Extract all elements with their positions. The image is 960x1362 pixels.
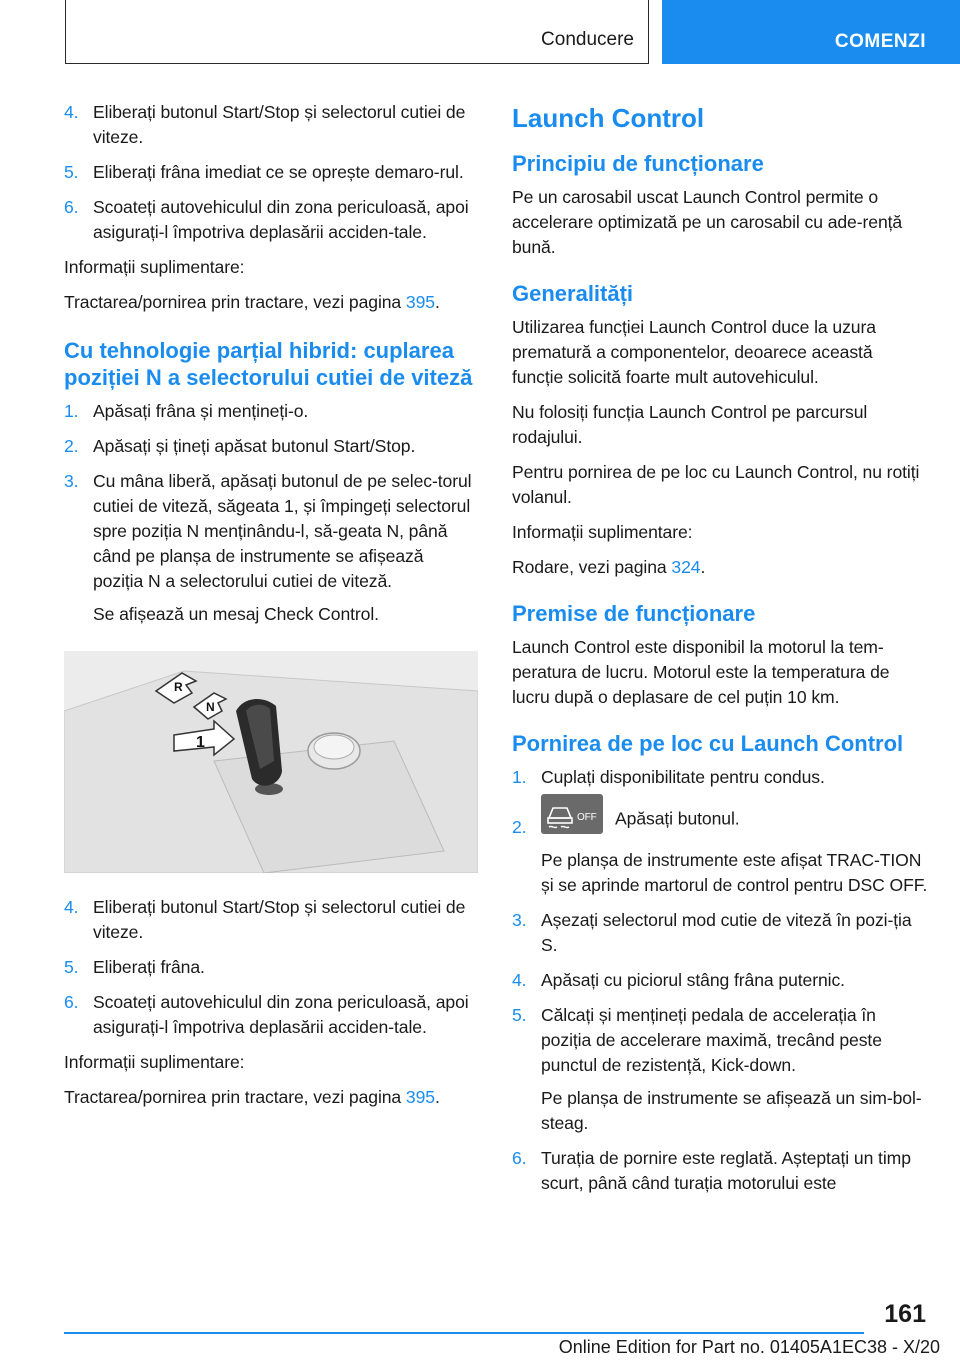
cross-reference: Tractarea/pornirea prin tractare, vezi pagina 395. xyxy=(64,1087,440,1107)
step-text: Apăsați frâna și mențineți-o. xyxy=(93,401,309,421)
step-number: 6. xyxy=(64,992,79,1012)
page-link[interactable]: 395 xyxy=(405,1087,435,1107)
step-number: 2. xyxy=(512,817,527,837)
reference-text: Tractarea/pornirea prin tractare, vezi pagina xyxy=(64,292,406,312)
list-item xyxy=(512,908,928,958)
step-number: 4. xyxy=(64,102,79,122)
step-number: 1. xyxy=(512,767,527,787)
step-number: 3. xyxy=(512,910,527,930)
heading-general: Generalități xyxy=(512,281,634,306)
step-text: Cu mâna liberă, apăsați butonul de pe selec-torul cutiei de viteză, săgeata 1, și împingeți selectorul spre poziția N menținându-l, să-geata N, până când pe planșa de instrumente se afișează poziția N a selectorului cutiei de viteză. xyxy=(93,471,472,591)
chapter-title: COMENZI xyxy=(834,31,926,52)
paragraph: Nu folosiți funcția Launch Control pe parcursul rodajului. xyxy=(512,402,868,447)
info-label: Informații suplimentare: xyxy=(512,522,693,542)
cross-reference: Tractarea/pornirea prin tractare, vezi pagina 395. xyxy=(64,292,440,312)
page-header xyxy=(0,0,960,64)
gear-selector-drawing xyxy=(64,651,478,873)
step-number: 6. xyxy=(64,197,79,217)
step-number: 4. xyxy=(512,970,527,990)
page-number: 161 xyxy=(884,1300,926,1328)
launch-steps-list xyxy=(512,765,928,1196)
step-text: Eliberați frâna imediat ce se oprește demaro-rul. xyxy=(93,162,464,182)
paragraph: Launch Control este disponibil la motorul la tem-peratura de lucru. Motorul este la temperatura de lucru după o deplasare de cel puțin 10 km. xyxy=(512,637,890,707)
arrow-label-1: 1 xyxy=(196,734,205,751)
list-item xyxy=(64,955,478,980)
cross-reference: Rodare, vezi pagina 324. xyxy=(512,557,706,577)
heading-principle: Principiu de funcționare xyxy=(512,151,764,176)
right-column xyxy=(512,100,928,1206)
steps-list-b xyxy=(64,399,478,627)
list-item xyxy=(512,1003,928,1078)
step-text: Scoateți autovehiculul din zona periculoasă, apoi asigurați-l împotriva deplasării acciden-tale. xyxy=(93,197,469,242)
steps-list-a xyxy=(64,100,478,245)
list-item xyxy=(512,1146,928,1196)
step-note: Se afișează un mesaj Check Control. xyxy=(93,604,379,624)
list-item xyxy=(64,195,478,245)
step-text: Așezați selectorul mod cutie de viteză în pozi-ția S. xyxy=(541,910,912,955)
step-text: Apăsați și țineți apăsat butonul Start/Stop. xyxy=(93,436,416,456)
step-text: Apăsați butonul. xyxy=(615,808,740,829)
edition-footer: Online Edition for Part no. 01405A1EC38 - X/20 xyxy=(558,1337,940,1357)
heading-premise: Premise de funcționare xyxy=(512,601,756,626)
list-item xyxy=(64,160,478,185)
step-text: Eliberați butonul Start/Stop și selectorul cutiei de viteze. xyxy=(93,897,466,942)
reference-text: Tractarea/pornirea prin tractare, vezi pagina xyxy=(64,1087,406,1107)
page-title: Launch Control xyxy=(512,103,705,133)
list-item xyxy=(512,765,928,790)
step-number: 2. xyxy=(64,436,79,456)
step-number: 6. xyxy=(512,1148,527,1168)
list-item xyxy=(64,469,478,594)
list-item xyxy=(512,968,928,993)
paragraph: Utilizarea funcției Launch Control duce la uzura prematură a componentelor, deoarece această funcție solicită foarte mult autovehiculul. xyxy=(512,317,876,387)
step-number: 5. xyxy=(64,957,79,977)
step-number: 1. xyxy=(64,401,79,421)
step-text: Eliberați butonul Start/Stop și selectorul cutiei de viteze. xyxy=(93,102,466,147)
page-link[interactable]: 395 xyxy=(405,292,435,312)
left-column xyxy=(64,100,478,1120)
step-number: 4. xyxy=(64,897,79,917)
chapter-tab xyxy=(662,0,960,64)
arrow-label-n: N xyxy=(206,700,215,714)
list-item xyxy=(512,800,928,840)
step-note: Pe planșa de instrumente se afișează un sim-bol-steag. xyxy=(541,1088,922,1133)
reference-text: Rodare, vezi pagina xyxy=(512,557,672,577)
page-link[interactable]: 324 xyxy=(671,557,701,577)
step-number: 5. xyxy=(64,162,79,182)
step-text: Eliberați frâna. xyxy=(93,957,205,977)
paragraph: Pe un carosabil uscat Launch Control permite o accelerare optimizată pe un carosabil cu ade-rență bună. xyxy=(512,187,903,257)
step-number: 3. xyxy=(64,471,79,491)
icon-off-label: OFF xyxy=(577,812,597,823)
list-item xyxy=(64,399,478,424)
step-text-with-icon xyxy=(541,800,928,840)
step-note: Pe planșa de instrumente este afișat TRAC-TION și se aprinde martorul de control pentru DSC OFF. xyxy=(541,850,928,895)
info-label: Informații suplimentare: xyxy=(64,1052,245,1072)
step-text: Cuplați disponibilitate pentru condus. xyxy=(541,767,825,787)
arrow-label-r: R xyxy=(174,680,183,694)
step-text: Turația de pornire este reglată. Așteptați un timp scurt, până când turația motorului este xyxy=(541,1148,911,1193)
list-item xyxy=(64,434,478,459)
dsc-off-button-icon xyxy=(541,794,603,834)
info-label: Informații suplimentare: xyxy=(64,257,245,277)
list-item xyxy=(64,100,478,150)
step-text: Scoateți autovehiculul din zona periculoasă, apoi asigurați-l împotriva deplasării acciden-tale. xyxy=(93,992,469,1037)
step-text: Călcați și mențineți pedala de accelerația în poziția de accelerare maximă, trecând peste punctul de rezistență, Kick-down. xyxy=(541,1005,882,1075)
section-header-box xyxy=(65,0,649,64)
step-number: 5. xyxy=(512,1005,527,1025)
list-item xyxy=(64,990,478,1040)
steps-list-c xyxy=(64,895,478,1040)
gear-selector-illustration xyxy=(64,651,478,873)
paragraph: Pentru pornirea de pe loc cu Launch Control, nu rotiți volanul. xyxy=(512,462,920,507)
step-text: Apăsați cu piciorul stâng frâna puternic. xyxy=(541,970,845,990)
heading-launch-start: Pornirea de pe loc cu Launch Control xyxy=(512,731,904,756)
footer-divider xyxy=(64,1332,864,1334)
list-item xyxy=(64,895,478,945)
section-title: Conducere xyxy=(541,29,634,50)
section-heading-mild-hybrid: Cu tehnologie parțial hibrid: cuplarea poziției N a selectorului cutiei de viteză xyxy=(64,338,473,390)
